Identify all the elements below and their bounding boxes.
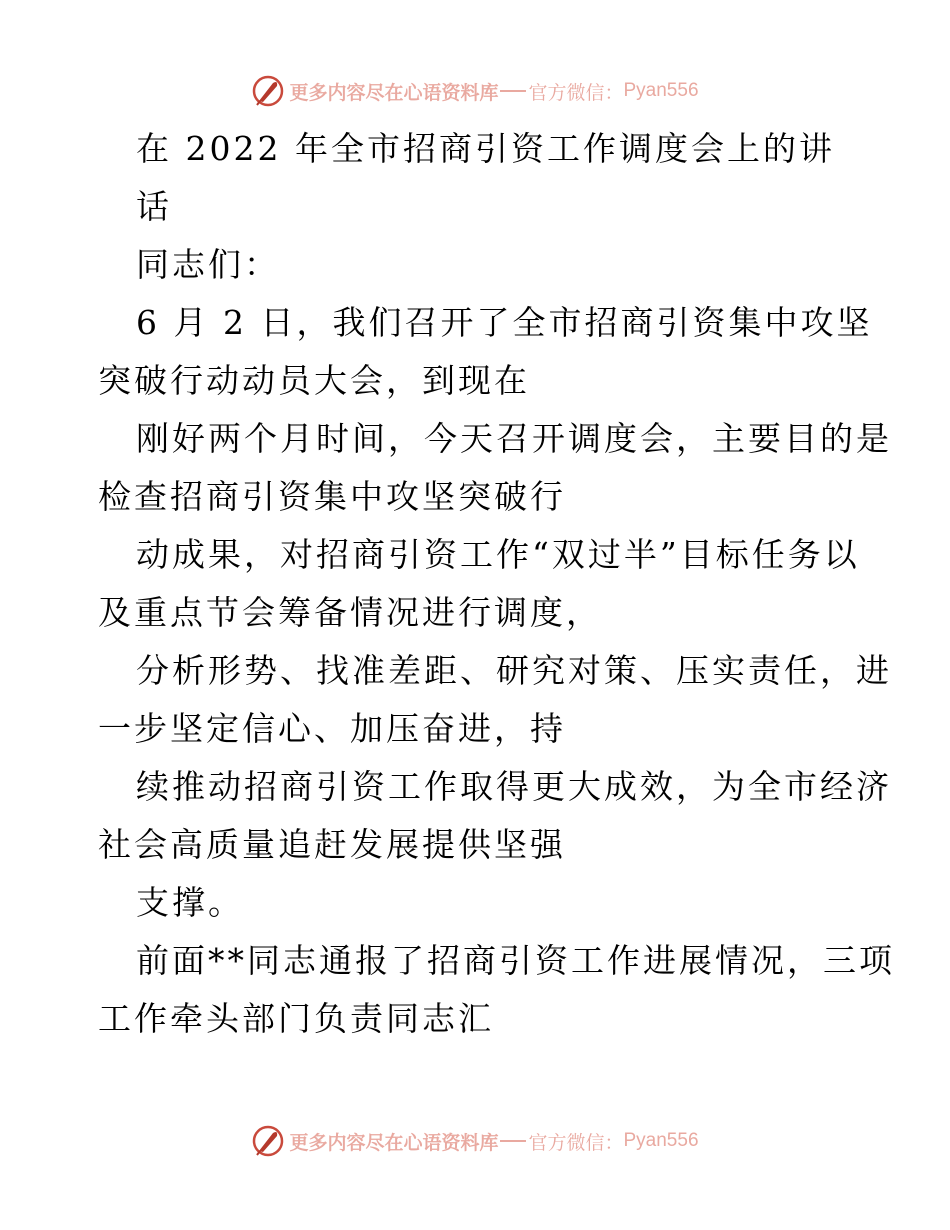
watermark-promo-text: 更多内容尽在心语资料库 bbox=[289, 81, 499, 104]
watermark-banner-bottom bbox=[0, 1121, 950, 1161]
watermark-dash bbox=[500, 1140, 526, 1142]
paragraph-line: 社会高质量追赶发展提供坚强 bbox=[98, 825, 566, 864]
watermark-wechat-label: 官方微信： bbox=[528, 1131, 624, 1154]
paragraph-line: 突破行动动员大会，到现在 bbox=[98, 361, 530, 400]
watermark-banner-top bbox=[0, 71, 950, 111]
watermark-wechat-label: 官方微信： bbox=[528, 81, 624, 104]
paragraph-line: 前面**同志通报了招商引资工作进展情况，三项 bbox=[136, 941, 895, 980]
paragraph-line: 检查招商引资集中攻坚突破行 bbox=[98, 477, 566, 516]
paragraph-line: 工作牵头部门负责同志汇 bbox=[98, 999, 494, 1038]
watermark-wechat-id: Pyan556 bbox=[623, 80, 699, 101]
watermark-wechat-id: Pyan556 bbox=[623, 1130, 699, 1151]
paragraph-line: 一步坚定信心、加压奋进，持 bbox=[98, 709, 566, 748]
salutation: 同志们： bbox=[136, 245, 280, 284]
paragraph-line: 续推动招商引资工作取得更大成效，为全市经济 bbox=[136, 767, 892, 806]
quill-pen-circle-icon bbox=[251, 74, 285, 108]
paragraph-line: 6 月 2 日，我们召开了全市招商引资集中攻坚 bbox=[136, 303, 873, 342]
paragraph-line: 刚好两个月时间，今天召开调度会，主要目的是 bbox=[136, 419, 892, 458]
document-body bbox=[98, 126, 895, 1054]
document-title-line-2: 话 bbox=[136, 187, 172, 226]
paragraph-line: 分析形势、找准差距、研究对策、压实责任，进 bbox=[136, 651, 892, 690]
paragraph-line: 支撑。 bbox=[136, 883, 244, 922]
watermark-promo-text: 更多内容尽在心语资料库 bbox=[289, 1131, 499, 1154]
watermark-dash bbox=[500, 90, 526, 92]
paragraph-line: 动成果，对招商引资工作“双过半”目标任务以 bbox=[136, 535, 860, 574]
document-title-line-1: 在 2022 年全市招商引资工作调度会上的讲 bbox=[136, 129, 835, 168]
quill-pen-circle-icon bbox=[251, 1124, 285, 1158]
paragraph-line: 及重点节会筹备情况进行调度， bbox=[98, 593, 602, 632]
